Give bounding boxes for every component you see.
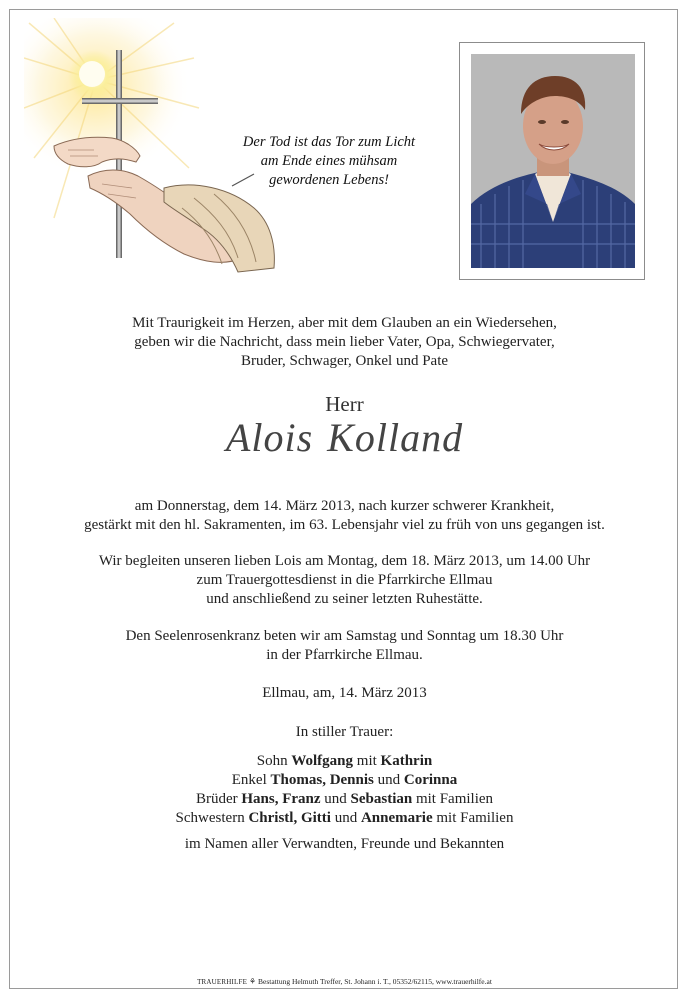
funeral-line: und anschließend zu seiner letzten Ruhestätte. [206, 591, 483, 607]
first-name: Alois [225, 415, 314, 460]
quote-line: gewordenen Lebens! [269, 172, 389, 188]
mourner-line: Sohn Wolfgang mit Kathrin [256, 753, 433, 769]
rosary-line: in der Pfarrkirche Ellmau. [266, 647, 423, 663]
funeral-line: zum Trauergottesdienst in die Pfarrkirche Ellmau [196, 572, 493, 588]
funeral-line: Wir begleiten unseren lieben Lois am Montag, dem 18. März 2013, um 14.00 Uhr [98, 553, 591, 569]
footer-text: Bestattung Helmuth Treffer, St. Johann i. T., 05352/62115, www.trauerhilfe.at [258, 977, 492, 986]
deceased-name [0, 414, 689, 461]
funeral-info [0, 552, 689, 609]
quote-line: Der Tod ist das Tor zum Licht [242, 134, 416, 150]
intro-line: geben wir die Nachricht, dass mein lieber Vater, Opa, Schwiegervater, [134, 334, 555, 350]
mourner-line: Brüder Hans, Franz und Sebastian mit Familien [195, 791, 494, 807]
mourning-heading: In stiller Trauer: [295, 724, 394, 740]
mourner-line: Schwestern Christl, Gitti und Annemarie mit Familien [175, 810, 514, 826]
relatives-line: im Namen aller Verwandten, Freunde und Bekannten [184, 836, 505, 852]
intro-text [0, 314, 689, 371]
quote-line: am Ende eines mühsam [260, 153, 398, 169]
mourner-line: Enkel Thomas, Dennis und Corinna [231, 772, 458, 788]
portrait-frame [459, 42, 645, 280]
death-notice [0, 497, 689, 535]
intro-line: Bruder, Schwager, Onkel und Pate [240, 353, 449, 369]
rosary-line: Den Seelenrosenkranz beten wir am Samstag und Sonntag um 18.30 Uhr [125, 628, 564, 644]
footer-brand: TRAUERHILFE [197, 978, 248, 986]
quote-pointer [228, 172, 258, 188]
intro-line: Mit Traurigkeit im Herzen, aber mit dem Glauben an ein Wiedersehen, [132, 315, 557, 331]
mourners-list [0, 752, 689, 828]
death-line: gestärkt mit den hl. Sakramenten, im 63. Lebensjahr viel zu früh von uns gegangen ist. [84, 517, 605, 533]
rosary-info [0, 627, 689, 665]
last-name: Kolland [327, 415, 464, 460]
salutation: Herr [325, 392, 364, 416]
death-line: am Donnerstag, dem 14. März 2013, nach kurzer schwerer Krankheit, [134, 498, 555, 514]
footer [0, 977, 689, 986]
logo-icon: ⚘ [248, 977, 257, 986]
place-date: Ellmau, am, 14. März 2013 [262, 685, 427, 701]
portrait-photo [471, 54, 635, 268]
